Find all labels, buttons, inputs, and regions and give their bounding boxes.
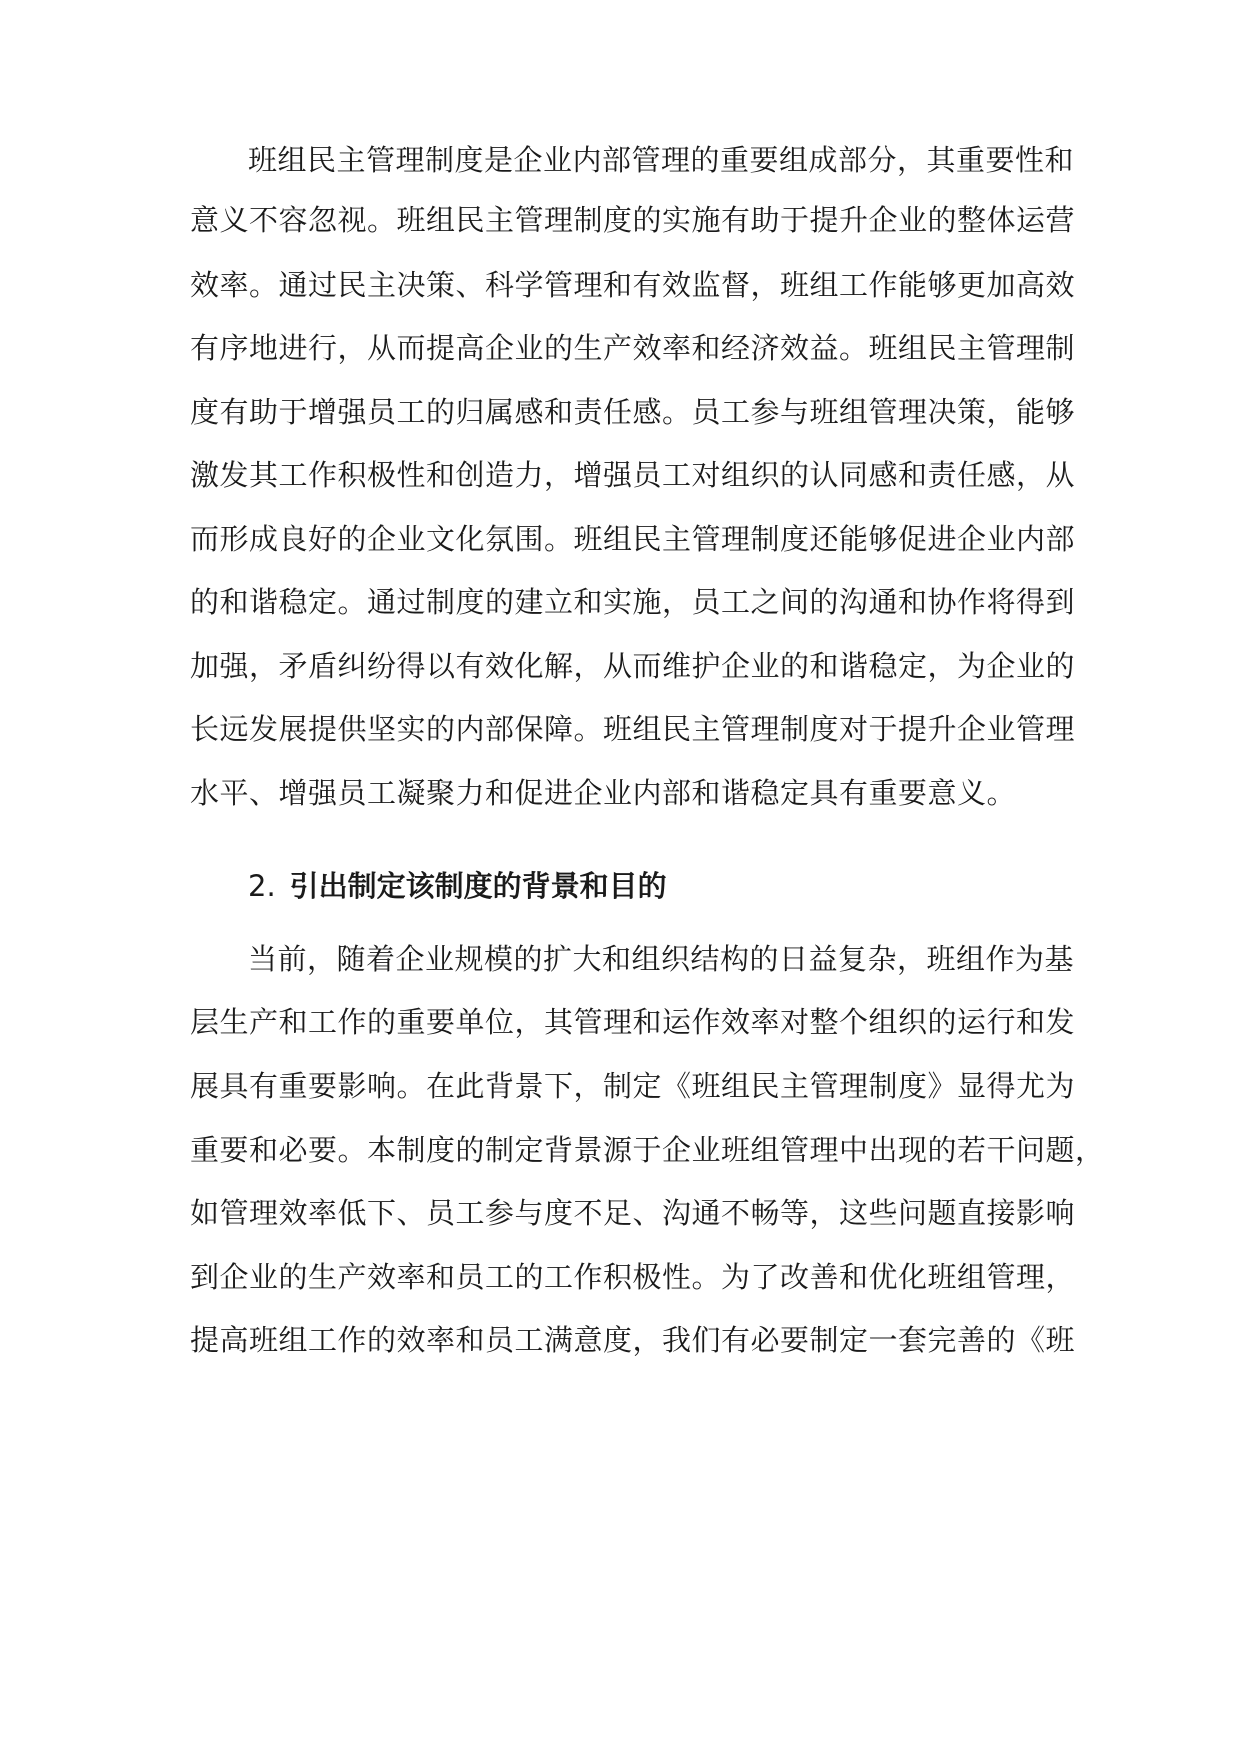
paragraph-line: 到企业的生产效率和员工的工作积极性。为了改善和优化班组管理， <box>190 1260 1076 1294</box>
paragraph-line: 提高班组工作的效率和员工满意度，我们有必要制定一套完善的《班 <box>190 1323 1076 1357</box>
section-number: 2. <box>248 869 276 903</box>
paragraph-line: 激发其工作积极性和创造力，增强员工对组织的认同感和责任感，从 <box>190 458 1076 492</box>
paragraph-line: 而形成良好的企业文化氛围。班组民主管理制度还能够促进企业内部 <box>190 522 1076 556</box>
section-heading <box>248 866 667 906</box>
paragraph-line: 当前，随着企业规模的扩大和组织结构的日益复杂，班组作为基 <box>248 942 1075 976</box>
paragraph-line: 加强，矛盾纠纷得以有效化解，从而维护企业的和谐稳定，为企业的 <box>190 649 1076 683</box>
paragraph-line: 班组民主管理制度是企业内部管理的重要组成部分，其重要性和 <box>248 143 1075 177</box>
paragraph-line: 有序地进行，从而提高企业的生产效率和经济效益。班组民主管理制 <box>190 331 1076 365</box>
paragraph-line: 如管理效率低下、员工参与度不足、沟通不畅等，这些问题直接影响 <box>190 1196 1076 1230</box>
paragraph-line: 效率。通过民主决策、科学管理和有效监督，班组工作能够更加高效 <box>190 268 1076 302</box>
paragraph-line: 长远发展提供坚实的内部保障。班组民主管理制度对于提升企业管理 <box>190 712 1076 746</box>
paragraph-line: 的和谐稳定。通过制度的建立和实施，员工之间的沟通和协作将得到 <box>190 585 1076 619</box>
paragraph-line: 意义不容忽视。班组民主管理制度的实施有助于提升企业的整体运营 <box>190 203 1076 237</box>
section-title: 引出制定该制度的背景和目的 <box>289 869 667 903</box>
paragraph-line: 展具有重要影响。在此背景下，制定《班组民主管理制度》显得尤为 <box>190 1069 1076 1103</box>
paragraph-line: 重要和必要。本制度的制定背景源于企业班组管理中出现的若干问题， <box>190 1133 1105 1167</box>
paragraph-line: 层生产和工作的重要单位，其管理和运作效率对整个组织的运行和发 <box>190 1005 1076 1039</box>
paragraph-line: 水平、增强员工凝聚力和促进企业内部和谐稳定具有重要意义。 <box>190 776 1017 810</box>
paragraph-line: 度有助于增强员工的归属感和责任感。员工参与班组管理决策，能够 <box>190 395 1076 429</box>
